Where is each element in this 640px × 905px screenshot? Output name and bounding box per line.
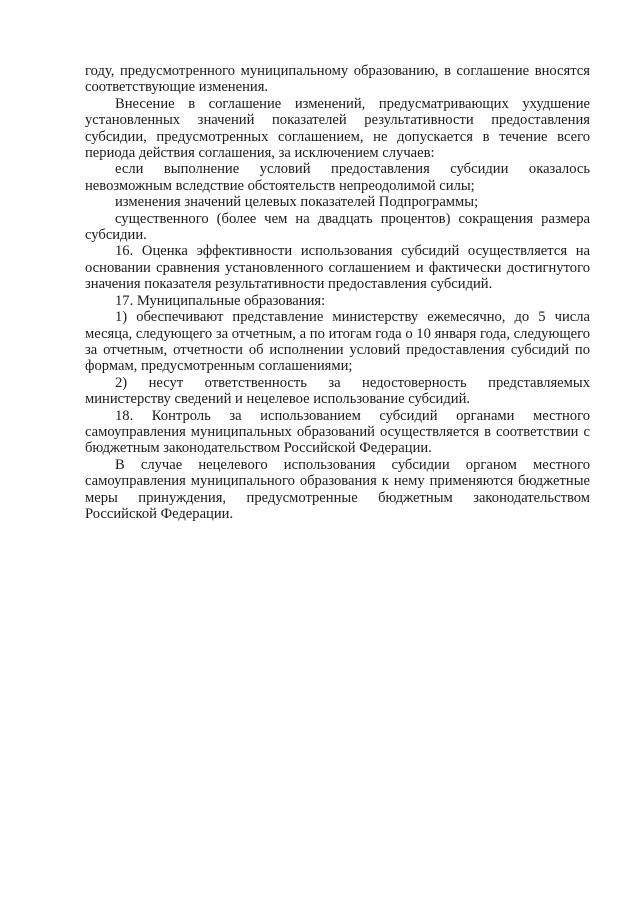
paragraph-17-item-1: 1) обеспечивают представление министерству ежемесячно, до 5 числа месяца, следующего за отчетным, а по итогам года о 10 января года, следующего за отчетным, отчетности об исполнении условий предоставления субсидий по формам, предусмотренным соглашениями; — [85, 309, 590, 375]
paragraph-case-indicators: изменения значений целевых показателей Подпрограммы; — [115, 194, 479, 211]
paragraph-17-item-2: 2) несут ответственность за недостоверность представляемых министерству сведений и нецелевое использование субсидий. — [85, 374, 590, 408]
paragraph-16-evaluation: 16. Оценка эффективности использования субсидий осуществляется на основании сравнения установленного соглашением и фактически достигнутого значения показателя результативности предоставления субсидий. — [85, 243, 590, 293]
document-body — [85, 63, 590, 522]
paragraph-misuse: В случае нецелевого использования субсидии органом местного самоуправления муниципального образования к нему применяются бюджетные меры принуждения, предусмотренные бюджетным законодательством Российской Федерации. — [85, 456, 590, 522]
paragraph-continuation: году, предусмотренного муниципальному образованию, в соглашение вносятся соответствующие изменения. — [85, 63, 590, 96]
paragraph-amendments: Внесение в соглашение изменений, предусматривающих ухудшение установленных значений показателей результативности предоставления субсидии, предусмотренных соглашением, не допускается в течение всего периода действия соглашения, за исключением случаев: — [85, 95, 590, 162]
paragraph-case-reduction: существенного (более чем на двадцать процентов) сокращения размера субсидии. — [85, 210, 590, 244]
paragraph-18-control: 18. Контроль за использованием субсидий органами местного самоуправления муниципальных образований осуществляется в соответствии с бюджетным законодательством Российской Федерации. — [85, 407, 590, 457]
paragraph-case-force-majeure: если выполнение условий предоставления субсидии оказалось невозможным вследствие обстоятельств непреодолимой силы; — [85, 161, 590, 194]
paragraph-17-heading: 17. Муниципальные образования: — [115, 292, 326, 309]
